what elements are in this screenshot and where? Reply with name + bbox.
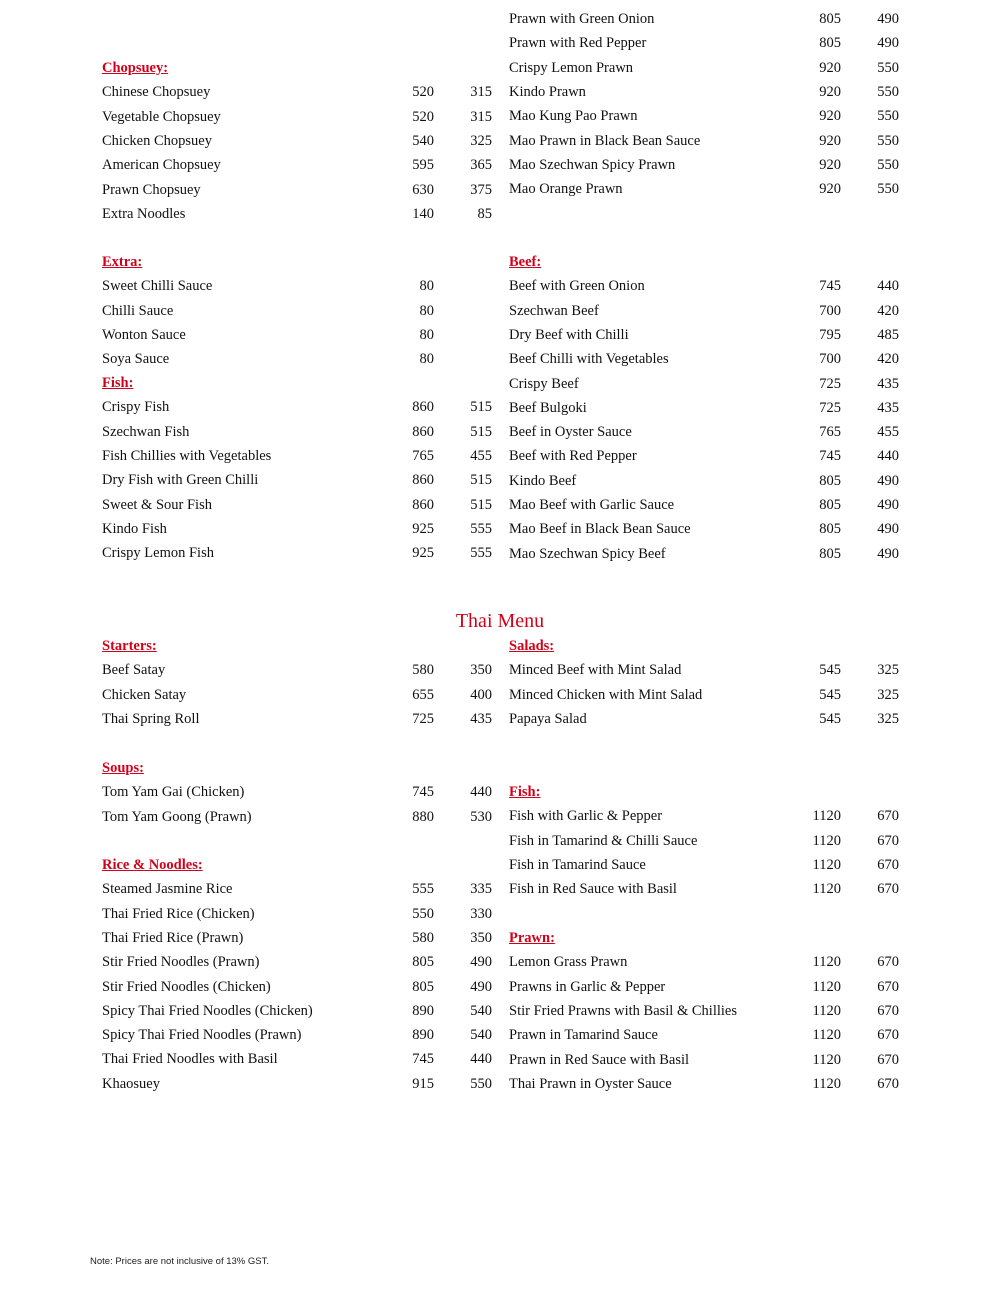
item-price-half: 375 <box>470 181 492 198</box>
item-price-half: 435 <box>877 399 899 416</box>
item-price-half: 550 <box>470 1075 492 1092</box>
menu-item <box>102 153 492 177</box>
item-name: Khaosuey <box>102 1075 160 1092</box>
item-price-full: 745 <box>412 784 434 801</box>
item-name: Steamed Jasmine Rice <box>102 881 233 898</box>
item-price-full: 1120 <box>812 856 841 873</box>
menu-item <box>102 1023 492 1047</box>
item-name: Prawn with Red Pepper <box>509 35 647 52</box>
menu-item <box>509 7 899 31</box>
menu-item <box>509 153 899 177</box>
item-price-half: 435 <box>470 710 492 727</box>
item-price-full: 860 <box>412 399 434 416</box>
menu-item <box>102 178 492 202</box>
item-price-full: 545 <box>819 686 841 703</box>
item-price-half: 490 <box>877 497 899 513</box>
item-name: Minced Chicken with Mint Salad <box>509 686 703 703</box>
menu-item <box>102 975 492 999</box>
item-price-half: 315 <box>470 108 492 125</box>
item-price-half: 315 <box>470 84 492 101</box>
item-name: Crispy Beef <box>509 375 579 392</box>
item-name: Beef Chilli with Vegetables <box>509 351 669 368</box>
item-name: Mao Kung Pao Prawn <box>509 108 638 125</box>
item-price-full: 920 <box>819 132 841 149</box>
item-price-half: 550 <box>877 181 899 198</box>
item-name: Thai Fried Rice (Prawn) <box>102 929 244 946</box>
item-name: Kindo Beef <box>509 472 577 489</box>
item-name: Chilli Sauce <box>102 302 174 319</box>
item-price-full: 805 <box>819 521 841 538</box>
item-price-full: 805 <box>819 472 841 489</box>
item-price-full: 1120 <box>812 881 841 898</box>
item-price-full: 765 <box>819 424 841 441</box>
menu-item <box>509 804 899 828</box>
menu-item <box>102 347 492 371</box>
menu-item <box>509 517 899 541</box>
menu-item <box>509 1072 899 1096</box>
item-name: Beef with Green Onion <box>509 278 645 295</box>
item-price-full: 725 <box>819 375 841 392</box>
item-name: Mao Beef in Black Bean Sauce <box>509 521 691 538</box>
item-price-full: 520 <box>412 108 434 125</box>
menu-item <box>102 877 492 901</box>
item-name: Tom Yam Gai (Chicken) <box>102 784 245 801</box>
menu-item <box>102 541 492 565</box>
section-heading: Rice & Noodles: <box>102 857 203 873</box>
item-name: Spicy Thai Fried Noodles (Chicken) <box>102 1002 313 1019</box>
item-price-full: 860 <box>412 472 434 489</box>
item-price-full: 140 <box>412 205 434 222</box>
menu-item <box>509 372 899 396</box>
menu-item <box>509 396 899 420</box>
item-price-half: 550 <box>877 156 899 173</box>
item-price-full: 805 <box>819 545 841 562</box>
item-price-half: 530 <box>470 808 492 825</box>
item-price-half: 670 <box>877 1051 899 1068</box>
menu-item <box>509 80 899 104</box>
menu-item <box>102 1047 492 1071</box>
menu-item <box>509 658 899 682</box>
item-price-half: 420 <box>877 302 899 319</box>
item-price-full: 765 <box>412 447 434 464</box>
menu-item <box>509 1023 899 1047</box>
menu-item <box>509 853 899 877</box>
item-price-half: 490 <box>470 978 492 995</box>
item-name: Spicy Thai Fried Noodles (Prawn) <box>102 1027 302 1044</box>
menu-item <box>509 1048 899 1072</box>
item-price-full: 1120 <box>812 1051 841 1068</box>
item-name: Thai Prawn in Oyster Sauce <box>509 1075 672 1092</box>
menu-item <box>102 805 492 829</box>
item-name: Mao Beef with Garlic Sauce <box>509 497 675 513</box>
menu-item <box>509 950 899 974</box>
item-name: Fish with Garlic & Pepper <box>509 808 663 825</box>
section-heading: Fish: <box>102 375 134 391</box>
item-price-half: 440 <box>470 784 492 801</box>
item-price-full: 595 <box>412 157 434 174</box>
item-price-half: 670 <box>877 954 899 971</box>
section-heading: Salads: <box>509 638 555 654</box>
item-price-half: 670 <box>877 1075 899 1092</box>
item-name: Papaya Salad <box>509 710 587 727</box>
item-name: Minced Beef with Mint Salad <box>509 662 682 679</box>
item-name: Extra Noodles <box>102 205 186 222</box>
item-price-full: 630 <box>412 181 434 198</box>
item-price-full: 795 <box>819 326 841 343</box>
menu-item <box>102 80 492 104</box>
item-price-full: 745 <box>819 278 841 295</box>
item-price-half: 440 <box>470 1051 492 1068</box>
item-price-full: 925 <box>412 520 434 537</box>
item-price-full: 915 <box>412 1075 434 1092</box>
menu-item <box>509 104 899 128</box>
item-name: Mao Prawn in Black Bean Sauce <box>509 132 701 149</box>
item-price-full: 550 <box>412 905 434 922</box>
item-name: Beef Bulgoki <box>509 399 587 416</box>
item-price-half: 540 <box>470 1002 492 1019</box>
menu-item <box>509 707 899 731</box>
item-price-full: 580 <box>412 662 434 679</box>
item-price-half: 550 <box>877 108 899 125</box>
item-price-half: 515 <box>470 496 492 513</box>
item-name: Crispy Lemon Fish <box>102 545 214 562</box>
item-name: Tom Yam Goong (Prawn) <box>102 808 252 825</box>
item-name: Prawn with Green Onion <box>509 11 655 27</box>
menu-item <box>509 177 899 201</box>
menu-item <box>102 274 492 298</box>
item-price-half: 455 <box>877 424 899 441</box>
item-price-full: 545 <box>819 662 841 679</box>
item-price-half: 325 <box>877 662 899 679</box>
section-heading: Extra: <box>102 254 143 270</box>
menu-item <box>102 780 492 804</box>
item-price-full: 920 <box>819 83 841 100</box>
item-price-half: 490 <box>470 954 492 971</box>
item-price-half: 490 <box>877 521 899 538</box>
item-price-full: 805 <box>412 954 434 971</box>
item-price-full: 920 <box>819 156 841 173</box>
item-price-full: 520 <box>412 84 434 101</box>
item-price-half: 420 <box>877 351 899 368</box>
item-price-half: 365 <box>470 157 492 174</box>
item-price-full: 1120 <box>812 1075 841 1092</box>
item-name: Wonton Sauce <box>102 326 186 343</box>
item-price-full: 860 <box>412 423 434 440</box>
menu-item <box>102 444 492 468</box>
item-price-half: 490 <box>877 35 899 52</box>
item-price-half: 550 <box>877 59 899 76</box>
menu-item <box>102 299 492 323</box>
menu-item <box>102 902 492 926</box>
item-price-full: 890 <box>412 1002 434 1019</box>
menu-item <box>509 299 899 323</box>
item-price-full: 745 <box>412 1051 434 1068</box>
item-name: Vegetable Chopsuey <box>102 108 221 125</box>
item-name: Beef Satay <box>102 662 166 679</box>
item-price-full: 920 <box>819 108 841 125</box>
item-price-half: 550 <box>877 83 899 100</box>
item-name: Beef with Red Pepper <box>509 448 637 465</box>
item-price-full: 725 <box>412 710 434 727</box>
menu-item <box>102 202 492 226</box>
item-price-half: 490 <box>877 11 899 27</box>
item-price-half: 335 <box>470 881 492 898</box>
section-heading: Fish: <box>509 784 541 800</box>
item-price-full: 805 <box>412 978 434 995</box>
item-price-full: 80 <box>419 326 434 343</box>
item-name: Lemon Grass Prawn <box>509 954 628 971</box>
item-price-half: 330 <box>470 905 492 922</box>
item-name: Kindo Prawn <box>509 83 586 100</box>
item-price-half: 490 <box>877 545 899 562</box>
item-name: Prawns in Garlic & Pepper <box>509 978 666 995</box>
item-price-full: 545 <box>819 710 841 727</box>
item-name: Beef in Oyster Sauce <box>509 424 632 441</box>
item-price-full: 540 <box>412 132 434 149</box>
menu-item <box>509 877 899 901</box>
item-name: Fish in Tamarind & Chilli Sauce <box>509 832 698 849</box>
item-price-half: 670 <box>877 1002 899 1019</box>
menu-item <box>509 323 899 347</box>
item-name: Thai Fried Noodles with Basil <box>102 1051 278 1068</box>
menu-item <box>102 999 492 1023</box>
item-price-half: 515 <box>470 423 492 440</box>
item-price-full: 655 <box>412 686 434 703</box>
item-price-full: 80 <box>419 302 434 319</box>
menu-item <box>509 469 899 493</box>
item-price-full: 745 <box>819 448 841 465</box>
menu-item <box>102 1072 492 1096</box>
item-price-half: 670 <box>877 808 899 825</box>
menu-item <box>102 323 492 347</box>
section-heading: Prawn: <box>509 930 555 946</box>
item-price-full: 920 <box>819 59 841 76</box>
menu-item <box>509 129 899 153</box>
item-price-half: 350 <box>470 929 492 946</box>
item-price-full: 925 <box>412 545 434 562</box>
item-name: Dry Beef with Chilli <box>509 326 629 343</box>
item-name: Thai Spring Roll <box>102 710 200 727</box>
item-name: Mao Orange Prawn <box>509 181 623 198</box>
menu-item <box>102 683 492 707</box>
item-name: Crispy Fish <box>102 399 170 416</box>
item-name: Mao Szechwan Spicy Beef <box>509 545 666 562</box>
item-price-full: 920 <box>819 181 841 198</box>
item-name: Kindo Fish <box>102 520 167 537</box>
item-price-half: 515 <box>470 399 492 416</box>
item-price-half: 440 <box>877 278 899 295</box>
menu-item <box>102 105 492 129</box>
menu-item <box>509 31 899 55</box>
item-name: Mao Szechwan Spicy Prawn <box>509 156 676 173</box>
item-price-full: 805 <box>819 35 841 52</box>
item-price-full: 700 <box>819 351 841 368</box>
item-name: Prawn Chopsuey <box>102 181 201 198</box>
menu-item <box>509 542 899 566</box>
item-price-full: 890 <box>412 1027 434 1044</box>
item-price-half: 85 <box>477 205 492 222</box>
item-price-half: 670 <box>877 856 899 873</box>
item-price-full: 805 <box>819 11 841 27</box>
item-price-half: 485 <box>877 326 899 343</box>
item-price-full: 1120 <box>812 1027 841 1044</box>
item-name: Crispy Lemon Prawn <box>509 59 634 76</box>
item-price-half: 440 <box>877 448 899 465</box>
menu-item <box>102 395 492 419</box>
item-price-half: 350 <box>470 662 492 679</box>
section-heading: Starters: <box>102 638 157 654</box>
menu-item <box>102 468 492 492</box>
menu-item <box>509 420 899 444</box>
item-name: Chicken Chopsuey <box>102 132 212 149</box>
item-name: Sweet Chilli Sauce <box>102 278 213 295</box>
item-name: Fish in Tamarind Sauce <box>509 856 646 873</box>
item-name: Chicken Satay <box>102 686 187 703</box>
menu-item <box>102 950 492 974</box>
thai-menu-title: Thai Menu <box>455 610 545 632</box>
item-price-full: 1120 <box>812 808 841 825</box>
item-price-full: 80 <box>419 351 434 368</box>
item-price-half: 325 <box>877 686 899 703</box>
menu-item <box>509 975 899 999</box>
item-name: Prawn in Red Sauce with Basil <box>509 1051 690 1068</box>
item-price-half: 555 <box>470 520 492 537</box>
item-name: Dry Fish with Green Chilli <box>102 472 259 489</box>
menu-item <box>509 56 899 80</box>
item-price-full: 1120 <box>812 1002 841 1019</box>
menu-item <box>509 347 899 371</box>
item-name: American Chopsuey <box>102 157 221 174</box>
item-price-half: 550 <box>877 132 899 149</box>
item-name: Soya Sauce <box>102 351 170 368</box>
item-price-half: 455 <box>470 447 492 464</box>
item-price-full: 580 <box>412 929 434 946</box>
item-price-half: 325 <box>470 132 492 149</box>
item-price-full: 1120 <box>812 978 841 995</box>
item-name: Thai Fried Rice (Chicken) <box>102 905 255 922</box>
item-price-full: 700 <box>819 302 841 319</box>
menu-item <box>509 274 899 298</box>
menu-item <box>102 707 492 731</box>
item-name: Sweet & Sour Fish <box>102 496 212 513</box>
menu-item <box>102 658 492 682</box>
item-price-half: 325 <box>877 710 899 727</box>
item-price-half: 670 <box>877 1027 899 1044</box>
item-price-half: 490 <box>877 472 899 489</box>
item-price-half: 670 <box>877 978 899 995</box>
item-name: Fish Chillies with Vegetables <box>102 447 272 464</box>
item-price-full: 1120 <box>812 954 841 971</box>
menu-item <box>509 999 899 1023</box>
item-price-half: 555 <box>470 545 492 562</box>
item-name: Stir Fried Prawns with Basil & Chillies <box>509 1002 737 1019</box>
menu-item <box>102 517 492 541</box>
menu-item <box>509 829 899 853</box>
item-price-full: 1120 <box>812 832 841 849</box>
item-price-full: 880 <box>412 808 434 825</box>
menu-item <box>509 493 899 517</box>
menu-item <box>102 926 492 950</box>
item-price-half: 540 <box>470 1027 492 1044</box>
menu-item <box>509 683 899 707</box>
item-name: Szechwan Fish <box>102 423 190 440</box>
item-price-half: 515 <box>470 472 492 489</box>
item-name: Prawn in Tamarind Sauce <box>509 1027 658 1044</box>
item-price-half: 670 <box>877 832 899 849</box>
gst-note: Note: Prices are not inclusive of 13% GST. <box>90 1256 269 1267</box>
item-name: Stir Fried Noodles (Chicken) <box>102 978 271 995</box>
item-name: Stir Fried Noodles (Prawn) <box>102 954 260 971</box>
menu-item <box>509 444 899 468</box>
section-heading: Soups: <box>102 760 144 776</box>
item-price-half: 435 <box>877 375 899 392</box>
item-price-full: 80 <box>419 278 434 295</box>
item-price-full: 725 <box>819 399 841 416</box>
section-heading: Chopsuey: <box>102 60 169 76</box>
item-name: Fish in Red Sauce with Basil <box>509 881 677 898</box>
menu-item <box>102 129 492 153</box>
item-price-full: 555 <box>412 881 434 898</box>
item-price-full: 860 <box>412 496 434 513</box>
item-price-full: 805 <box>819 497 841 513</box>
item-price-half: 400 <box>470 686 492 703</box>
section-heading: Beef: <box>509 254 542 270</box>
item-name: Chinese Chopsuey <box>102 84 211 101</box>
menu-item <box>102 420 492 444</box>
menu-item <box>102 493 492 517</box>
item-price-half: 670 <box>877 881 899 898</box>
item-name: Szechwan Beef <box>509 302 599 319</box>
